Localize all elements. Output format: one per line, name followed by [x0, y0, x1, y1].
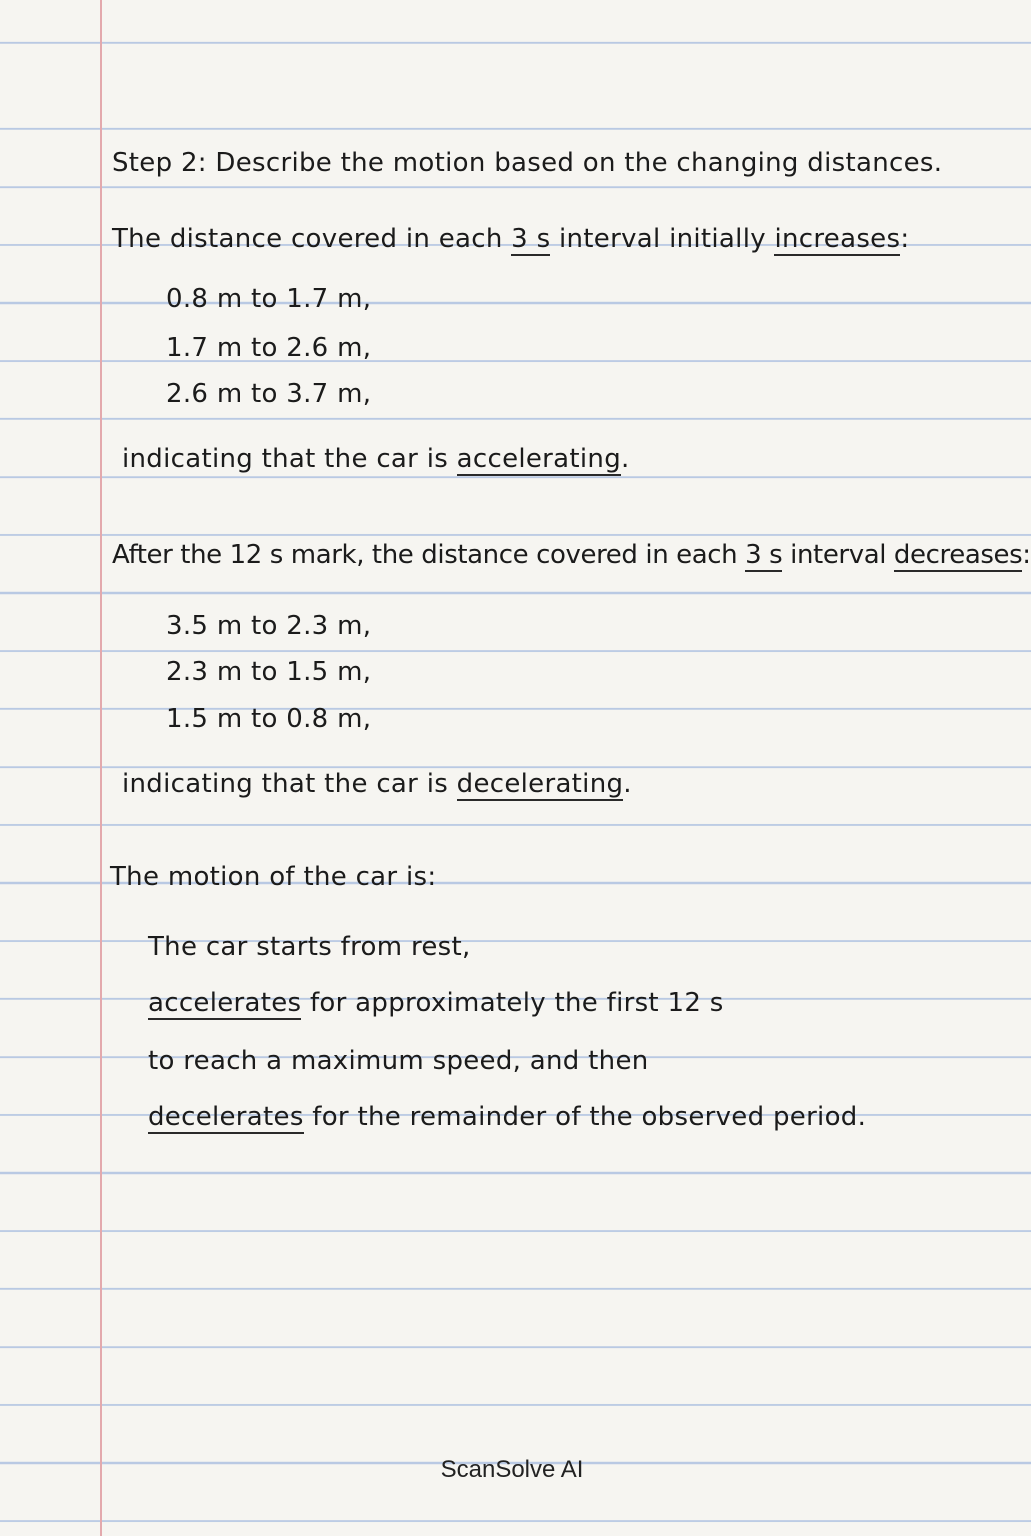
section2-conclusion-period: .	[623, 769, 632, 799]
section1-intro-text: The distance covered in each	[112, 224, 512, 254]
section1-pair-2: 1.7 m to 2.6 m,	[166, 333, 372, 363]
section2-intro-text: After the 12 s mark, the distance covered in each	[112, 540, 746, 570]
margin-line	[100, 0, 102, 1536]
section2-conclusion-keyword: decelerating	[456, 769, 624, 799]
summary-line-2-text: for approximately the first 12 s	[301, 988, 724, 1018]
section1-conclusion-text: indicating that the car is	[122, 444, 457, 474]
section2-intro-colon: :	[1022, 540, 1031, 570]
summary-line-2	[148, 986, 724, 1020]
section1-conclusion-period: .	[621, 444, 630, 474]
step-heading: Step 2: Describe the motion based on the changing distances.	[112, 148, 943, 178]
section1-conclusion-keyword: accelerating	[456, 444, 622, 474]
summary-line-1: The car starts from rest,	[148, 932, 471, 962]
section1-interval: 3 s	[511, 224, 551, 254]
summary-heading: The motion of the car is:	[110, 862, 437, 892]
section2-pair-3: 1.5 m to 0.8 m,	[166, 704, 372, 734]
section2-interval: 3 s	[745, 540, 783, 570]
footer-brand: ScanSolve AI	[440, 1456, 584, 1483]
summary-line-4	[148, 1100, 866, 1134]
section2-pair-1: 3.5 m to 2.3 m,	[166, 611, 372, 641]
section2-intro	[112, 538, 1031, 572]
summary-line-3: to reach a maximum speed, and then	[148, 1046, 649, 1076]
section2-keyword: decreases	[893, 540, 1023, 570]
summary-decelerates-keyword: decelerates	[148, 1102, 304, 1132]
section1-pair-1: 0.8 m to 1.7 m,	[166, 284, 372, 314]
section1-pair-3: 2.6 m to 3.7 m,	[166, 379, 372, 409]
section2-intro-mid: interval	[782, 540, 894, 570]
section2-pair-2: 2.3 m to 1.5 m,	[166, 657, 372, 687]
section1-keyword: increases	[774, 224, 901, 254]
summary-accelerates-keyword: accelerates	[148, 988, 302, 1018]
summary-line-4-text: for the remainder of the observed period.	[303, 1102, 867, 1132]
section1-intro-colon: :	[900, 224, 910, 254]
section1-intro-mid: interval initially	[550, 224, 775, 254]
section1-intro	[112, 222, 909, 256]
section2-conclusion-text: indicating that the car is	[122, 769, 457, 799]
section2-conclusion	[122, 767, 632, 801]
section1-conclusion	[122, 442, 630, 476]
